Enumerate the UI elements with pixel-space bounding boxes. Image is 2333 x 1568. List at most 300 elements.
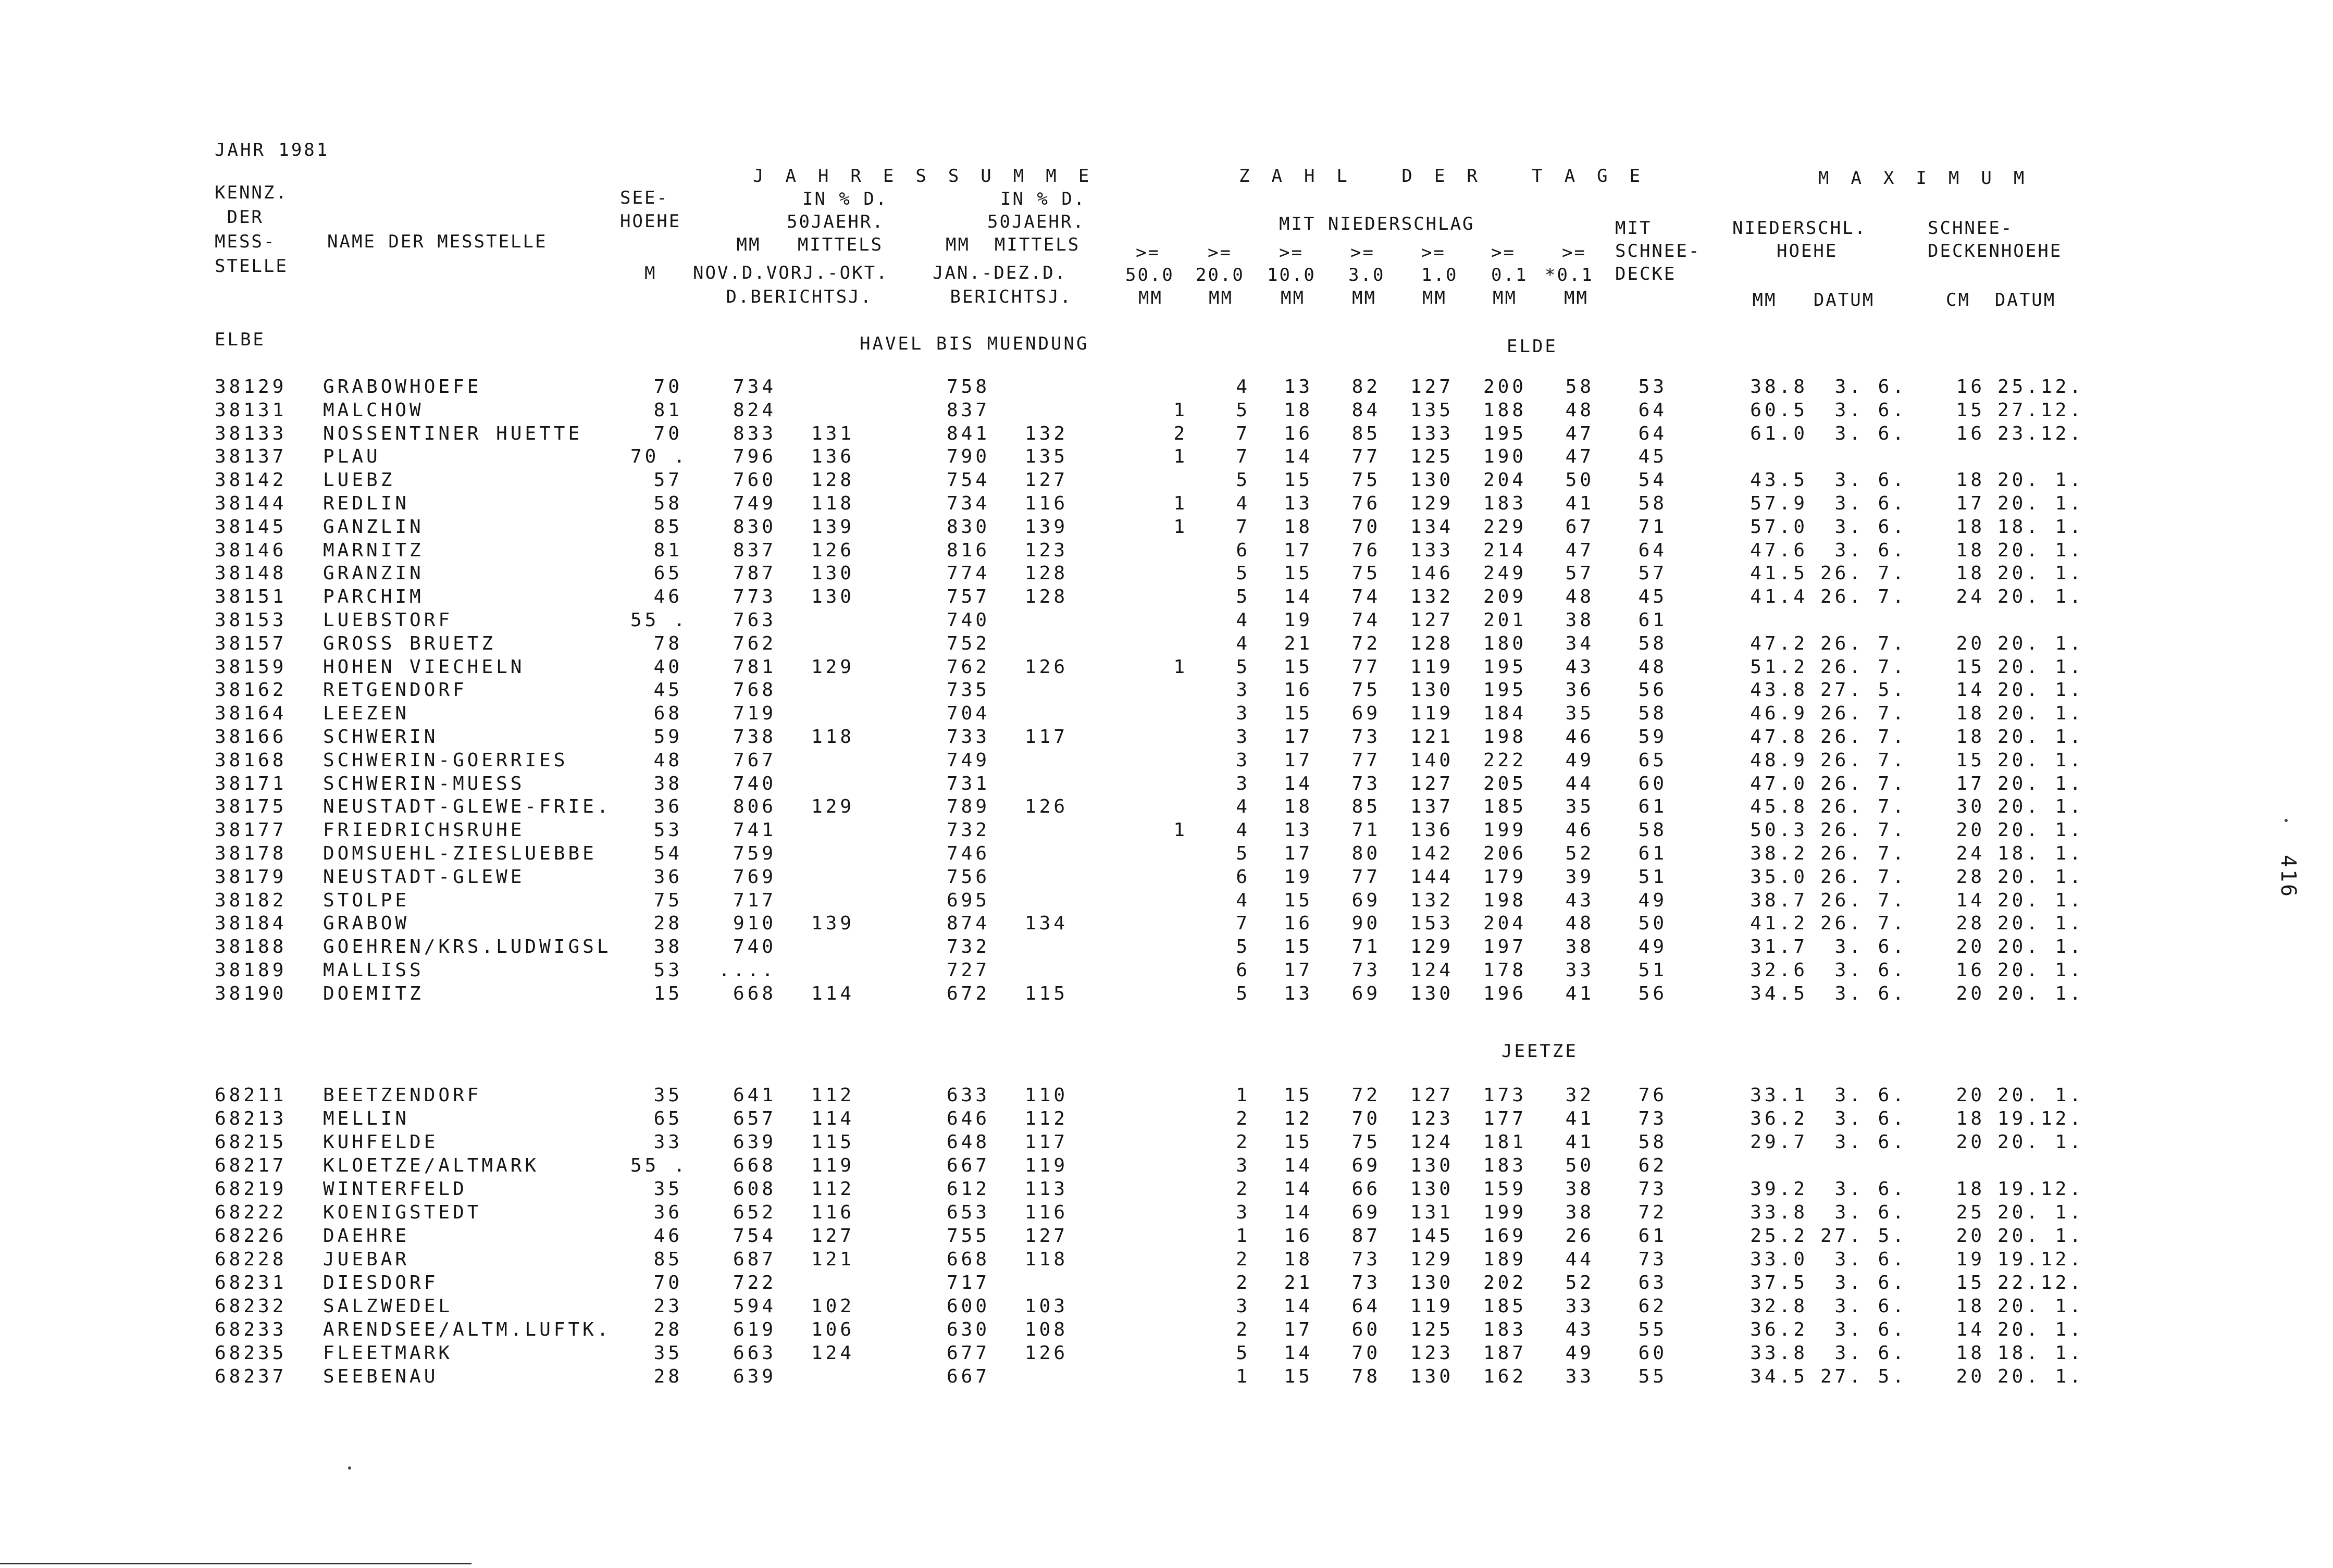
cell-d20: 5 bbox=[1236, 982, 1250, 1004]
table-row bbox=[0, 960, 2333, 982]
cell-p2: 108 bbox=[1024, 1319, 1068, 1340]
cell-d1: 132 bbox=[1410, 889, 1454, 911]
cell-name: BEETZENDORF bbox=[323, 1085, 482, 1106]
schnee-max-line: CM DATUM bbox=[1946, 290, 2056, 310]
cell-md: 3. 6. bbox=[1834, 539, 1907, 561]
cell-id: 38144 bbox=[215, 493, 287, 514]
cell-md: 26. 7. bbox=[1820, 843, 1907, 864]
cell-name: MALCHOW bbox=[323, 399, 424, 421]
cell-d10: 17 bbox=[1284, 539, 1313, 561]
cell-name: DIESDORF bbox=[323, 1272, 439, 1293]
cell-d3: 72 bbox=[1351, 1085, 1381, 1106]
cell-name: GRABOWHOEFE bbox=[323, 376, 482, 397]
cell-md: 3. 6. bbox=[1834, 1108, 1907, 1129]
cell-d10: 17 bbox=[1284, 1319, 1313, 1340]
cell-sh: 20 bbox=[1956, 1085, 1985, 1106]
table-row bbox=[0, 1108, 2333, 1131]
cell-md: 26. 7. bbox=[1820, 656, 1907, 678]
table-row bbox=[0, 493, 2333, 516]
table-row bbox=[0, 1131, 2333, 1154]
cell-d01: 190 bbox=[1483, 446, 1527, 468]
cell-d01: 200 bbox=[1483, 376, 1527, 397]
cell-d3: 69 bbox=[1351, 1155, 1381, 1176]
cell-snow: 71 bbox=[1638, 516, 1667, 538]
cell-d01: 177 bbox=[1483, 1108, 1527, 1129]
cell-sd: 18. 1. bbox=[1997, 1342, 2084, 1364]
cell-name: NEUSTADT-GLEWE bbox=[323, 866, 525, 888]
cell-snow: 45 bbox=[1638, 586, 1667, 608]
cell-see: 70 bbox=[653, 422, 682, 444]
cell-sh: 18 bbox=[1956, 516, 1985, 538]
cell-d10: 14 bbox=[1284, 1296, 1313, 1317]
cell-sh: 16 bbox=[1956, 422, 1985, 444]
cell-sd: 20. 1. bbox=[1997, 1296, 2084, 1317]
cell-mm2: 757 bbox=[946, 586, 990, 608]
cell-sh: 15 bbox=[1956, 399, 1985, 421]
cell-see: 33 bbox=[653, 1131, 682, 1153]
cell-md: 3. 6. bbox=[1834, 1342, 1907, 1364]
table-row bbox=[0, 609, 2333, 632]
cell-see: 70 . bbox=[630, 446, 688, 468]
threshold-value: 0.1 bbox=[1491, 265, 1528, 285]
cell-snow: 45 bbox=[1638, 446, 1667, 468]
cell-sd: 20. 1. bbox=[1997, 563, 2084, 584]
cell-d01: 198 bbox=[1483, 726, 1527, 748]
cell-d10: 19 bbox=[1284, 609, 1313, 631]
table-row bbox=[0, 1342, 2333, 1365]
cell-see: 36 bbox=[653, 866, 682, 888]
cell-sd: 18. 1. bbox=[1997, 516, 2084, 538]
cell-md: 26. 7. bbox=[1820, 773, 1907, 794]
cell-d01: 206 bbox=[1483, 843, 1527, 864]
cell-d3: 77 bbox=[1351, 656, 1381, 678]
cell-id: 68226 bbox=[215, 1225, 287, 1247]
cell-name: PARCHIM bbox=[323, 586, 424, 608]
cell-sh: 18 bbox=[1956, 563, 1985, 584]
threshold-unit: MM bbox=[1352, 288, 1376, 308]
cell-mm1: 738 bbox=[733, 726, 776, 748]
cell-d20: 4 bbox=[1236, 609, 1250, 631]
cell-mm2: 816 bbox=[946, 539, 990, 561]
cell-mm2: 790 bbox=[946, 446, 990, 468]
cell-d10: 13 bbox=[1284, 819, 1313, 841]
cell-id: 68232 bbox=[215, 1296, 287, 1317]
cell-mm2: 762 bbox=[946, 656, 990, 678]
cell-d1: 145 bbox=[1410, 1225, 1454, 1247]
cell-mm1: 833 bbox=[733, 422, 776, 444]
threshold-value: 1.0 bbox=[1421, 265, 1458, 285]
cell-d20: 5 bbox=[1236, 586, 1250, 608]
table-row bbox=[0, 1272, 2333, 1295]
cell-p1: 112 bbox=[811, 1178, 854, 1200]
cell-id: 38129 bbox=[215, 376, 287, 397]
cell-id: 38182 bbox=[215, 889, 287, 911]
js-sub-line: 50JAEHR. bbox=[787, 211, 885, 232]
cell-md: 27. 5. bbox=[1820, 1366, 1907, 1387]
cell-sh: 15 bbox=[1956, 1272, 1985, 1293]
cell-id: 38159 bbox=[215, 656, 287, 678]
cell-mm2: 758 bbox=[946, 376, 990, 397]
scan-speck bbox=[348, 1466, 351, 1470]
cell-see: 28 bbox=[653, 1319, 682, 1340]
cell-name: KOENIGSTEDT bbox=[323, 1202, 482, 1223]
cell-d01: 159 bbox=[1483, 1178, 1527, 1200]
cell-id: 38177 bbox=[215, 819, 287, 841]
cell-p1: 130 bbox=[811, 563, 854, 584]
cell-id: 38142 bbox=[215, 469, 287, 491]
cell-p2: 116 bbox=[1024, 1202, 1068, 1223]
cell-d01s: 33 bbox=[1565, 960, 1594, 981]
cell-d1: 153 bbox=[1410, 913, 1454, 935]
cell-see: 59 bbox=[653, 726, 682, 748]
cell-mh: 39.2 bbox=[1750, 1178, 1808, 1200]
cell-mh: 41.5 bbox=[1750, 563, 1808, 584]
cell-d1: 132 bbox=[1410, 586, 1454, 608]
cell-d01: 196 bbox=[1483, 982, 1527, 1004]
cell-mm2: 731 bbox=[946, 773, 990, 794]
cell-d50: 1 bbox=[1173, 446, 1188, 468]
scan-speck bbox=[2285, 819, 2288, 822]
cell-snow: 49 bbox=[1638, 936, 1667, 958]
cell-sh: 18 bbox=[1956, 1342, 1985, 1364]
cell-d20: 2 bbox=[1236, 1319, 1250, 1340]
cell-d20: 3 bbox=[1236, 726, 1250, 748]
cell-d3: 74 bbox=[1351, 609, 1381, 631]
cell-d20: 5 bbox=[1236, 1342, 1250, 1364]
cell-mm1: 910 bbox=[733, 913, 776, 935]
schneedecke-line: MIT bbox=[1615, 218, 1652, 239]
cell-sd: 20. 1. bbox=[1997, 749, 2084, 771]
cell-snow: 60 bbox=[1638, 1342, 1667, 1364]
table-row bbox=[0, 1366, 2333, 1389]
cell-d10: 18 bbox=[1284, 796, 1313, 818]
cell-d1: 133 bbox=[1410, 422, 1454, 444]
cell-id: 38151 bbox=[215, 586, 287, 608]
cell-mh: 32.6 bbox=[1750, 960, 1808, 981]
cell-sh: 16 bbox=[1956, 376, 1985, 397]
table-row bbox=[0, 913, 2333, 936]
cell-d01: 185 bbox=[1483, 796, 1527, 818]
cell-name: DAEHRE bbox=[323, 1225, 410, 1247]
cell-d10: 15 bbox=[1284, 1085, 1313, 1106]
cell-sd: 20. 1. bbox=[1997, 982, 2084, 1004]
cell-snow: 64 bbox=[1638, 422, 1667, 444]
cell-mh: 35.0 bbox=[1750, 866, 1808, 888]
cell-sh: 24 bbox=[1956, 586, 1985, 608]
cell-d3: 73 bbox=[1351, 1249, 1381, 1270]
cell-mm1: 619 bbox=[733, 1319, 776, 1340]
table-row bbox=[0, 890, 2333, 913]
js-sub-line: JAN.-DEZ.D. bbox=[933, 263, 1068, 283]
threshold-sign: >= bbox=[1208, 242, 1232, 263]
cell-mm2: 841 bbox=[946, 422, 990, 444]
cell-d1: 130 bbox=[1410, 1366, 1454, 1387]
cell-d10: 12 bbox=[1284, 1108, 1313, 1129]
cell-sd: 20. 1. bbox=[1997, 469, 2084, 491]
threshold-unit: MM bbox=[1422, 288, 1447, 308]
cell-d3: 64 bbox=[1351, 1296, 1381, 1317]
cell-d1: 130 bbox=[1410, 982, 1454, 1004]
cell-md: 26. 7. bbox=[1820, 913, 1907, 935]
col-see-line: SEE- bbox=[620, 188, 669, 208]
cell-name: KLOETZE/ALTMARK bbox=[323, 1155, 540, 1176]
cell-sd: 20. 1. bbox=[1997, 889, 2084, 911]
cell-id: 38162 bbox=[215, 679, 287, 701]
cell-d1: 124 bbox=[1410, 960, 1454, 981]
cell-mh: 33.0 bbox=[1750, 1249, 1808, 1270]
cell-d1: 140 bbox=[1410, 749, 1454, 771]
cell-mh: 29.7 bbox=[1750, 1131, 1808, 1153]
cell-id: 68217 bbox=[215, 1155, 287, 1176]
cell-d20: 4 bbox=[1236, 376, 1250, 397]
cell-p1: 129 bbox=[811, 656, 854, 678]
cell-d10: 13 bbox=[1284, 376, 1313, 397]
cell-mh: 37.5 bbox=[1750, 1272, 1808, 1293]
table-row bbox=[0, 1319, 2333, 1342]
cell-sd: 20. 1. bbox=[1997, 960, 2084, 981]
col-name-header: NAME DER MESSTELLE bbox=[327, 231, 548, 252]
table-row bbox=[0, 1178, 2333, 1201]
cell-sd: 20. 1. bbox=[1997, 913, 2084, 935]
cell-md: 26. 7. bbox=[1820, 726, 1907, 748]
nieder-max-line: NIEDERSCHL. bbox=[1732, 218, 1867, 239]
cell-snow: 55 bbox=[1638, 1319, 1667, 1340]
cell-mh: 36.2 bbox=[1750, 1108, 1808, 1129]
cell-p1: 102 bbox=[811, 1296, 854, 1317]
cell-mm2: 774 bbox=[946, 563, 990, 584]
cell-d10: 15 bbox=[1284, 469, 1313, 491]
cell-d10: 15 bbox=[1284, 1366, 1313, 1387]
cell-name: GRANZIN bbox=[323, 563, 424, 584]
cell-mm1: 762 bbox=[733, 632, 776, 654]
cell-mm1: 769 bbox=[733, 866, 776, 888]
cell-d20: 3 bbox=[1236, 1155, 1250, 1176]
cell-p2: 112 bbox=[1024, 1108, 1068, 1129]
cell-d1: 130 bbox=[1410, 469, 1454, 491]
cell-id: 38184 bbox=[215, 913, 287, 935]
cell-snow: 65 bbox=[1638, 749, 1667, 771]
cell-sh: 18 bbox=[1956, 1108, 1985, 1129]
cell-mh: 46.9 bbox=[1750, 703, 1808, 725]
cell-sh: 25 bbox=[1956, 1202, 1985, 1223]
cell-sh: 15 bbox=[1956, 749, 1985, 771]
cell-id: 68219 bbox=[215, 1178, 287, 1200]
cell-mh: 41.2 bbox=[1750, 913, 1808, 935]
cell-sd: 20. 1. bbox=[1997, 726, 2084, 748]
threshold-sign: >= bbox=[1279, 242, 1304, 263]
cell-md: 26. 7. bbox=[1820, 796, 1907, 818]
cell-mm1: 639 bbox=[733, 1131, 776, 1153]
cell-sh: 24 bbox=[1956, 843, 1985, 864]
cell-d3: 82 bbox=[1351, 376, 1381, 397]
cell-id: 38133 bbox=[215, 422, 287, 444]
cell-name: GROSS BRUETZ bbox=[323, 632, 497, 654]
cell-mm2: 734 bbox=[946, 493, 990, 514]
cell-d01s: 47 bbox=[1565, 539, 1594, 561]
cell-d3: 75 bbox=[1351, 563, 1381, 584]
cell-name: REDLIN bbox=[323, 493, 410, 514]
cell-mm2: 756 bbox=[946, 866, 990, 888]
cell-mm1: 759 bbox=[733, 843, 776, 864]
threshold-value: 10.0 bbox=[1267, 265, 1316, 285]
table-row bbox=[0, 936, 2333, 959]
cell-d10: 17 bbox=[1284, 749, 1313, 771]
cell-mm2: 717 bbox=[946, 1272, 990, 1293]
cell-d01: 198 bbox=[1483, 889, 1527, 911]
table-row bbox=[0, 586, 2333, 609]
cell-md: 3. 6. bbox=[1834, 1202, 1907, 1223]
river-label-jeetze: JEETZE bbox=[1501, 1041, 1578, 1062]
cell-see: 35 bbox=[653, 1342, 682, 1364]
cell-d3: 74 bbox=[1351, 586, 1381, 608]
cell-id: 38190 bbox=[215, 982, 287, 1004]
cell-sh: 18 bbox=[1956, 539, 1985, 561]
table-row bbox=[0, 1225, 2333, 1248]
cell-name: SALZWEDEL bbox=[323, 1296, 453, 1317]
year-label: JAHR 1981 bbox=[215, 140, 330, 160]
cell-see: 85 bbox=[653, 516, 682, 538]
cell-p2: 110 bbox=[1024, 1085, 1068, 1106]
cell-sh: 15 bbox=[1956, 656, 1985, 678]
table-row bbox=[0, 983, 2333, 1006]
cell-sh: 18 bbox=[1956, 703, 1985, 725]
cell-d01: 195 bbox=[1483, 679, 1527, 701]
cell-id: 68211 bbox=[215, 1085, 287, 1106]
js-sub-line: D.BERICHTSJ. bbox=[714, 287, 873, 307]
cell-sd: 20. 1. bbox=[1997, 936, 2084, 958]
cell-p1: 139 bbox=[811, 913, 854, 935]
cell-d10: 17 bbox=[1284, 843, 1313, 864]
cell-mm2: 648 bbox=[946, 1131, 990, 1153]
cell-snow: 61 bbox=[1638, 609, 1667, 631]
cell-id: 38175 bbox=[215, 796, 287, 818]
cell-md: 3. 6. bbox=[1834, 516, 1907, 538]
cell-mm1: 768 bbox=[733, 679, 776, 701]
cell-d01s: 38 bbox=[1565, 1178, 1594, 1200]
cell-see: 40 bbox=[653, 656, 682, 678]
cell-p1: 126 bbox=[811, 539, 854, 561]
cell-see: 58 bbox=[653, 493, 682, 514]
cell-md: 3. 6. bbox=[1834, 1296, 1907, 1317]
cell-mh: 43.5 bbox=[1750, 469, 1808, 491]
cell-snow: 49 bbox=[1638, 889, 1667, 911]
table-row bbox=[0, 819, 2333, 842]
cell-d10: 14 bbox=[1284, 1202, 1313, 1223]
cell-d10: 14 bbox=[1284, 773, 1313, 794]
cell-see: 54 bbox=[653, 843, 682, 864]
cell-mm2: 732 bbox=[946, 936, 990, 958]
threshold-sign: >= bbox=[1136, 242, 1160, 263]
cell-p2: 134 bbox=[1024, 913, 1068, 935]
cell-mm2: 704 bbox=[946, 703, 990, 725]
cell-d1: 119 bbox=[1410, 703, 1454, 725]
cell-md: 3. 6. bbox=[1834, 982, 1907, 1004]
cell-mh: 36.2 bbox=[1750, 1319, 1808, 1340]
cell-d01: 205 bbox=[1483, 773, 1527, 794]
threshold-value: 50.0 bbox=[1125, 265, 1174, 285]
cell-d1: 127 bbox=[1410, 376, 1454, 397]
cell-see: 48 bbox=[653, 749, 682, 771]
cell-mh: 33.8 bbox=[1750, 1342, 1808, 1364]
cell-name: SEEBENAU bbox=[323, 1366, 439, 1387]
cell-snow: 55 bbox=[1638, 1366, 1667, 1387]
cell-sd: 20. 1. bbox=[1997, 1319, 2084, 1340]
cell-d10: 14 bbox=[1284, 1155, 1313, 1176]
cell-d10: 18 bbox=[1284, 1249, 1313, 1270]
cell-sh: 18 bbox=[1956, 726, 1985, 748]
cell-d20: 1 bbox=[1236, 1225, 1250, 1247]
cell-d20: 2 bbox=[1236, 1178, 1250, 1200]
cell-see: 38 bbox=[653, 936, 682, 958]
cell-mm1: .... bbox=[718, 960, 776, 981]
cell-sd: 20. 1. bbox=[1997, 493, 2084, 514]
cell-d20: 7 bbox=[1236, 422, 1250, 444]
cell-sd: 20. 1. bbox=[1997, 656, 2084, 678]
cell-d1: 123 bbox=[1410, 1342, 1454, 1364]
table-row bbox=[0, 1085, 2333, 1107]
cell-snow: 73 bbox=[1638, 1108, 1667, 1129]
cell-mh: 51.2 bbox=[1750, 656, 1808, 678]
cell-see: 53 bbox=[653, 960, 682, 981]
cell-snow: 58 bbox=[1638, 632, 1667, 654]
cell-mm1: 668 bbox=[733, 1155, 776, 1176]
cell-id: 38164 bbox=[215, 703, 287, 725]
cell-p2: 116 bbox=[1024, 493, 1068, 514]
cell-d50: 1 bbox=[1173, 516, 1188, 538]
cell-d10: 21 bbox=[1284, 632, 1313, 654]
cell-mm1: 594 bbox=[733, 1296, 776, 1317]
cell-sd: 25.12. bbox=[1997, 376, 2084, 397]
cell-sd: 19.12. bbox=[1997, 1108, 2084, 1129]
cell-mm1: 740 bbox=[733, 936, 776, 958]
cell-see: 35 bbox=[653, 1085, 682, 1106]
nieder-max-line: HOEHE bbox=[1777, 241, 1838, 262]
cell-d3: 69 bbox=[1351, 1202, 1381, 1223]
cell-d1: 130 bbox=[1410, 1272, 1454, 1293]
cell-mh: 61.0 bbox=[1750, 422, 1808, 444]
cell-d01: 185 bbox=[1483, 1296, 1527, 1317]
cell-see: 75 bbox=[653, 889, 682, 911]
cell-md: 3. 6. bbox=[1834, 399, 1907, 421]
cell-d1: 119 bbox=[1410, 1296, 1454, 1317]
cell-d20: 4 bbox=[1236, 493, 1250, 514]
cell-d1: 137 bbox=[1410, 796, 1454, 818]
cell-d01: 188 bbox=[1483, 399, 1527, 421]
cell-see: 65 bbox=[653, 1108, 682, 1129]
cell-mm1: 608 bbox=[733, 1178, 776, 1200]
cell-p2: 127 bbox=[1024, 469, 1068, 491]
cell-see: 57 bbox=[653, 469, 682, 491]
cell-d20: 2 bbox=[1236, 1131, 1250, 1153]
cell-d1: 127 bbox=[1410, 609, 1454, 631]
table-row bbox=[0, 750, 2333, 773]
cell-see: 28 bbox=[653, 913, 682, 935]
cell-d01s: 43 bbox=[1565, 656, 1594, 678]
cell-d01: 181 bbox=[1483, 1131, 1527, 1153]
cell-p1: 114 bbox=[811, 1108, 854, 1129]
cell-snow: 51 bbox=[1638, 866, 1667, 888]
cell-p2: 118 bbox=[1024, 1249, 1068, 1270]
cell-d20: 1 bbox=[1236, 1366, 1250, 1387]
js-sub-line: MM MITTELS bbox=[724, 234, 884, 255]
cell-mm2: 672 bbox=[946, 982, 990, 1004]
cell-mm2: 749 bbox=[946, 749, 990, 771]
cell-sd: 20. 1. bbox=[1997, 1225, 2084, 1247]
cell-d10: 15 bbox=[1284, 656, 1313, 678]
cell-mm2: 667 bbox=[946, 1155, 990, 1176]
cell-p1: 119 bbox=[811, 1155, 854, 1176]
cell-see: 81 bbox=[653, 399, 682, 421]
